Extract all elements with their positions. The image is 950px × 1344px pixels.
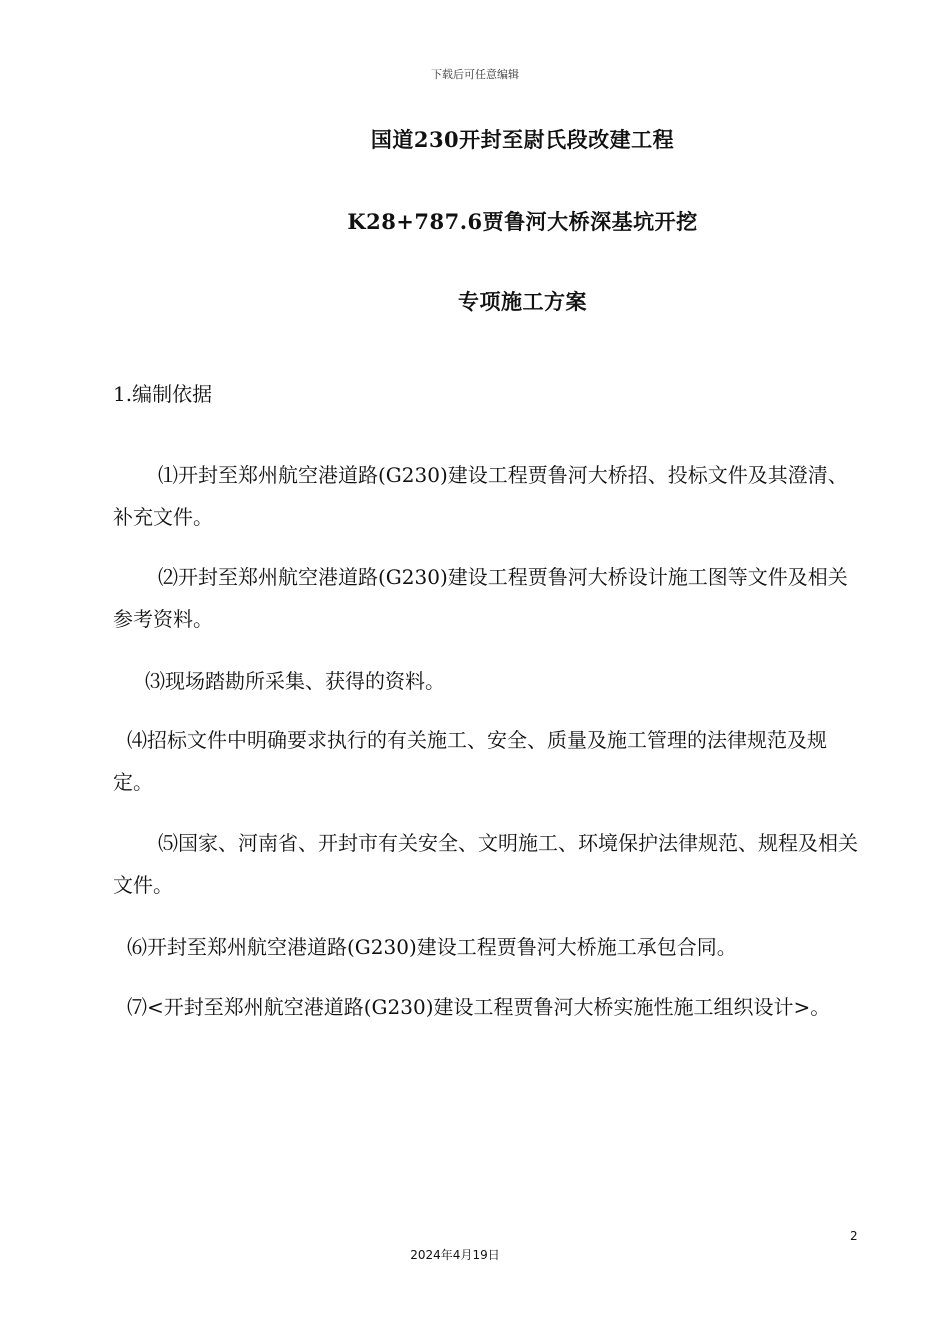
section-heading: 1.编制依据 [113,382,213,406]
basis-item-3: ⑶现场踏勘所采集、获得的资料。 [145,669,445,693]
basis-item-2: ⑵开封至郑州航空港道路(G230)建设工程贾鲁河大桥设计施工图等文件及相关参考资料。 [113,565,848,631]
page-number: 2 [850,1229,858,1243]
document-title-line-3: 专项施工方案 [458,289,587,314]
document-title-line-2: K28+787.6贾鲁河大桥深基坑开挖 [347,209,698,234]
basis-item-6: ⑹开封至郑州航空港道路(G230)建设工程贾鲁河大桥施工承包合同。 [127,935,737,959]
basis-item-7: ⑺<开封至郑州航空港道路(G230)建设工程贾鲁河大桥实施性施工组织设计>。 [127,995,831,1019]
basis-item-1: ⑴开封至郑州航空港道路(G230)建设工程贾鲁河大桥招、投标文件及其澄清、补充文件。 [113,463,848,529]
page-header: 下载后可任意编辑 [431,68,519,81]
basis-item-5: ⑸国家、河南省、开封市有关安全、文明施工、环境保护法律规范、规程及相关文件。 [113,831,858,897]
basis-item-4: ⑷招标文件中明确要求执行的有关施工、安全、质量及施工管理的法律规范及规定。 [113,728,827,794]
page-footer-date: 2024年4月19日 [410,1248,500,1262]
document-title-line-1: 国道230开封至尉氏段改建工程 [370,127,675,152]
